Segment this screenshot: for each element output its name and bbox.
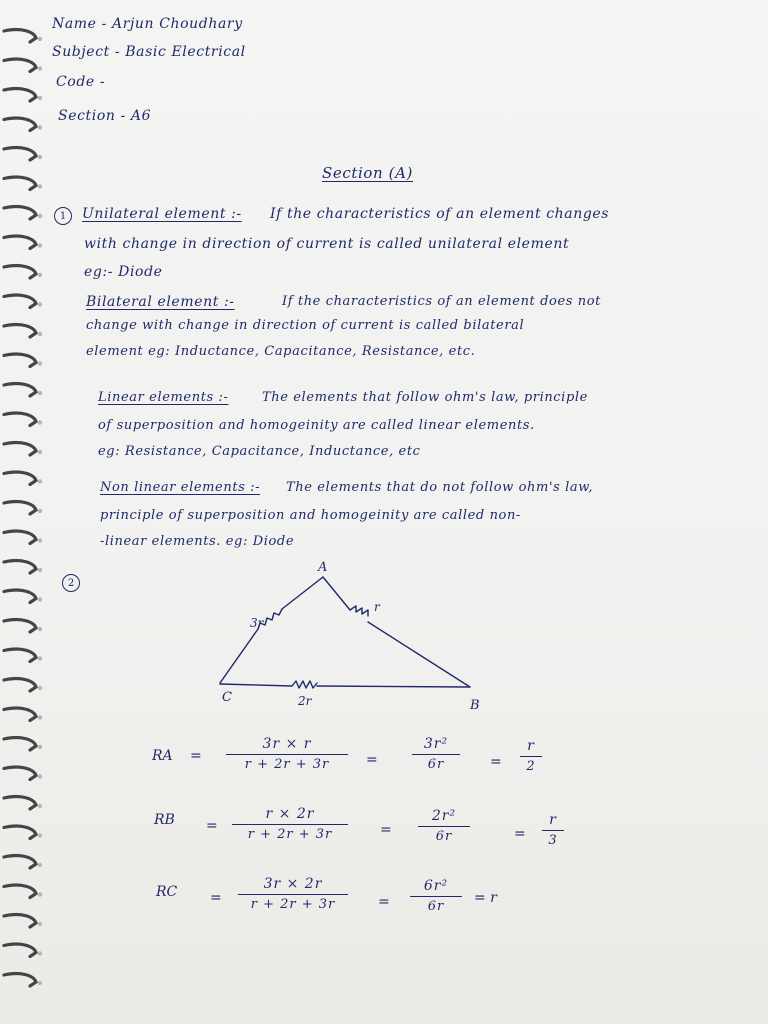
question-number-2: 2 [62, 574, 80, 592]
binding-ring [4, 767, 36, 779]
binding-hole [38, 892, 42, 896]
unilateral-term: Unilateral element :- [82, 206, 242, 222]
binding-ring [4, 620, 36, 632]
wire-c-to-resistor-2r [220, 684, 292, 686]
binding-ring [4, 797, 36, 809]
node-a-label: A [318, 560, 328, 575]
binding-hole [38, 155, 42, 159]
binding-ring [4, 708, 36, 720]
resistance-ac-label: 3r [250, 616, 264, 630]
nonlinear-line-1: The elements that do not follow ohm's law, [286, 480, 594, 495]
unilateral-line-1: If the characteristics of an element changes [270, 206, 610, 222]
ra-step-1-numerator: 3r × r [262, 736, 312, 752]
ra-step-3-numerator: r [527, 738, 535, 754]
binding-ring [4, 413, 36, 425]
bilateral-line-2: change with change in direction of current is called bilateral [86, 318, 525, 333]
bilateral-term: Bilateral element :- [86, 294, 235, 310]
section-line: Section - A6 [58, 108, 152, 124]
ra-label: RA [152, 748, 173, 764]
ra-step-1 [226, 736, 348, 772]
binding-hole [38, 715, 42, 719]
binding-ring [4, 354, 36, 366]
ra-equals-3: = [490, 754, 502, 770]
node-c-label: C [222, 690, 232, 705]
wire-resistor-r-to-b [368, 622, 470, 687]
rb-step-2-denominator: 6r [435, 829, 453, 845]
binding-ring [4, 649, 36, 661]
bilateral-line-1: If the characteristics of an element does not [282, 294, 601, 309]
binding-hole [38, 273, 42, 277]
resistor-r-zigzag [350, 606, 368, 616]
rc-label: RC [156, 884, 178, 900]
binding-hole [38, 243, 42, 247]
binding-ring [4, 266, 36, 278]
linear-line-1: The elements that follow ohm's law, principle [262, 390, 588, 405]
rb-step-3 [542, 812, 564, 848]
rc-step-2-denominator: 6r [427, 899, 445, 915]
wire-a-to-resistor-r [323, 577, 350, 610]
binding-hole [38, 96, 42, 100]
linear-term: Linear elements :- [98, 390, 229, 405]
binding-ring [4, 738, 36, 750]
binding-hole [38, 66, 42, 70]
resistance-ab-label: r [374, 600, 380, 614]
wire-a-to-resistor-3r [282, 577, 323, 609]
rc-equals-1: = [210, 890, 222, 906]
binding-hole [38, 774, 42, 778]
binding-ring [4, 207, 36, 219]
binding-hole [38, 332, 42, 336]
binding-ring [4, 915, 36, 927]
linear-line-2: of superposition and homogeinity are called linear elements. [98, 418, 535, 433]
question-number-1: 1 [54, 207, 72, 225]
binding-ring [4, 590, 36, 602]
rc-result: = r [474, 890, 497, 906]
rb-step-2 [418, 808, 470, 844]
rb-step-1-numerator: r × 2r [265, 806, 315, 822]
binding-ring [4, 236, 36, 248]
wire-resistor-3r-to-c [220, 629, 258, 683]
binding-hole [38, 391, 42, 395]
rb-equals-3: = [514, 826, 526, 842]
binding-ring [4, 502, 36, 514]
nonlinear-line-3: -linear elements. eg: Diode [100, 534, 295, 549]
binding-ring [4, 118, 36, 130]
binding-hole [38, 538, 42, 542]
ra-equals-1: = [190, 748, 202, 764]
binding-ring [4, 826, 36, 838]
ra-step-3-denominator: 2 [526, 759, 536, 775]
binding-hole [38, 597, 42, 601]
rb-step-3-denominator: 3 [548, 833, 558, 849]
binding-hole [38, 302, 42, 306]
binding-hole [38, 479, 42, 483]
rc-step-1-denominator: r + 2r + 3r [250, 897, 336, 913]
binding-ring [4, 885, 36, 897]
binding-hole [38, 656, 42, 660]
rc-step-2 [410, 878, 462, 914]
binding-hole [38, 863, 42, 867]
linear-example: eg: Resistance, Capacitance, Inductance, etc [98, 444, 421, 459]
binding-ring [4, 472, 36, 484]
binding-hole [38, 214, 42, 218]
binding-hole [38, 951, 42, 955]
rc-equals-2: = [378, 894, 390, 910]
rc-step-1-numerator: 3r × 2r [263, 876, 323, 892]
node-b-label: B [470, 698, 480, 713]
rb-step-1-denominator: r + 2r + 3r [247, 827, 333, 843]
binding-ring [4, 443, 36, 455]
rc-step-2-numerator: 6r² [423, 878, 449, 894]
binding-hole [38, 37, 42, 41]
binding-ring [4, 89, 36, 101]
ra-step-1-denominator: r + 2r + 3r [244, 757, 330, 773]
binding-ring [4, 944, 36, 956]
ra-step-2-numerator: 3r² [423, 736, 449, 752]
unilateral-example: eg:- Diode [84, 264, 163, 280]
resistor-2r-zigzag [292, 681, 317, 688]
name-line: Name - Arjun Choudhary [52, 16, 243, 32]
binding-ring [4, 30, 36, 42]
binding-ring [4, 531, 36, 543]
wire-resistor-2r-to-b [317, 686, 470, 687]
binding-hole [38, 627, 42, 631]
rb-label: RB [154, 812, 175, 828]
binding-ring [4, 148, 36, 160]
binding-ring [4, 384, 36, 396]
rb-step-2-numerator: 2r² [431, 808, 457, 824]
binding-hole [38, 745, 42, 749]
spiral-binding [0, 0, 46, 1024]
binding-ring [4, 561, 36, 573]
rb-equals-2: = [380, 822, 392, 838]
rb-equals-1: = [206, 818, 218, 834]
binding-hole [38, 420, 42, 424]
code-line: Code - [56, 74, 106, 90]
binding-hole [38, 922, 42, 926]
binding-ring [4, 679, 36, 691]
rb-step-3-numerator: r [549, 812, 557, 828]
ra-step-2-denominator: 6r [427, 757, 445, 773]
binding-ring [4, 325, 36, 337]
binding-hole [38, 804, 42, 808]
resistance-cb-label: 2r [298, 694, 312, 708]
binding-hole [38, 509, 42, 513]
bilateral-line-3: element eg: Inductance, Capacitance, Resistance, etc. [86, 344, 476, 359]
binding-ring [4, 295, 36, 307]
section-title: Section (A) [322, 164, 413, 182]
nonlinear-term: Non linear elements :- [100, 480, 261, 495]
binding-ring [4, 177, 36, 189]
binding-ring [4, 59, 36, 71]
unilateral-line-2: with change in direction of current is called unilateral element [84, 236, 570, 252]
ra-equals-2: = [366, 752, 378, 768]
binding-ring [4, 974, 36, 986]
rc-step-1 [238, 876, 348, 912]
binding-ring [4, 856, 36, 868]
binding-hole [38, 833, 42, 837]
binding-hole [38, 686, 42, 690]
subject-line: Subject - Basic Electrical [52, 44, 246, 60]
binding-hole [38, 361, 42, 365]
binding-hole [38, 568, 42, 572]
delta-network-diagram [190, 555, 510, 715]
ra-step-2 [412, 736, 460, 772]
nonlinear-line-2: principle of superposition and homogeinity are called non- [100, 508, 521, 523]
rb-step-1 [232, 806, 348, 842]
binding-hole [38, 125, 42, 129]
ra-step-3 [520, 738, 542, 774]
binding-hole [38, 184, 42, 188]
binding-hole [38, 450, 42, 454]
binding-hole [38, 981, 42, 985]
